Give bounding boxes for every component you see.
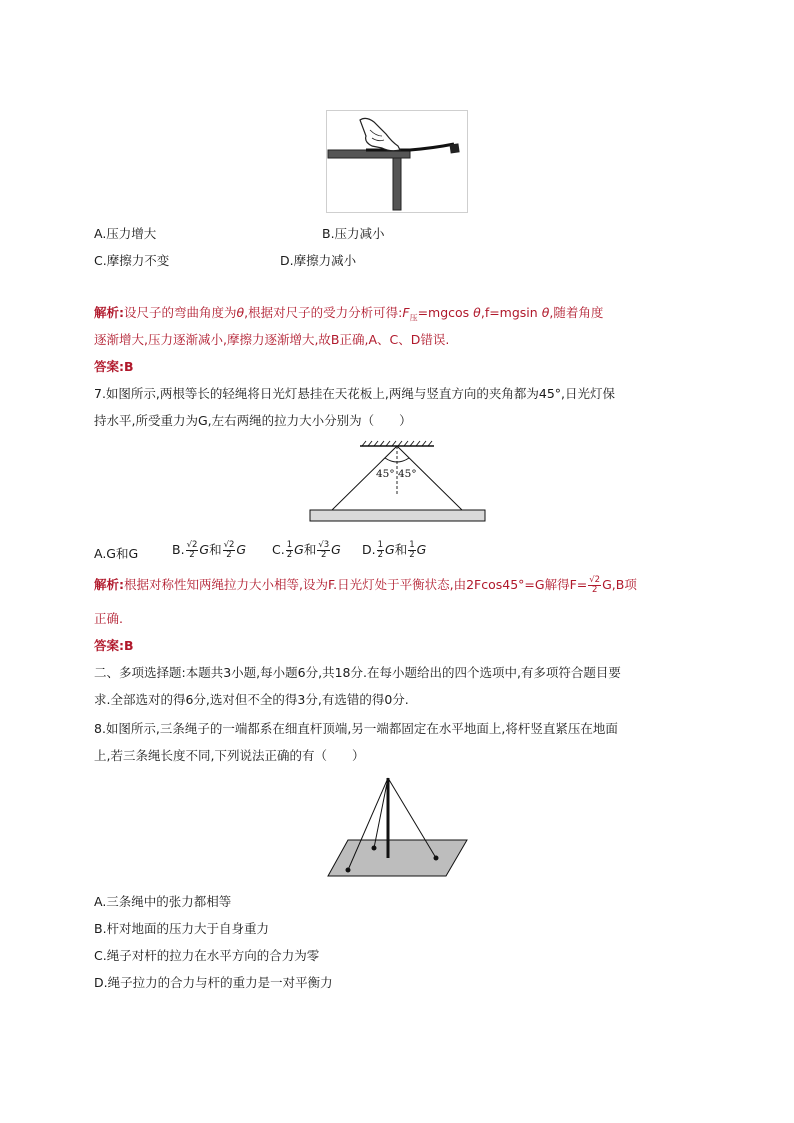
q8-option-d: D.绳子拉力的合力与杆的重力是一对平衡力: [94, 975, 333, 990]
pole-ropes-figure: [326, 772, 468, 882]
q6-answer: 答案:B: [94, 359, 134, 374]
section2-line2: 求.全部选对的得6分,选对但不全的得3分,有选错的得0分.: [94, 692, 409, 707]
angle-label-left: 45°: [376, 468, 395, 480]
q6-analysis-line1: 解析:设尺子的弯曲角度为θ,根据对尺子的受力分析可得$:F_压=mgcos$ θ,f=mgsin θ,随着角度: [94, 305, 604, 323]
angle-label-right: 45°: [398, 468, 417, 480]
q6-option-a: A.压力增大: [94, 226, 157, 241]
q7-option-c: C. $\frac{1}{2}$ G和 $\frac{√3}{2}$ G: [272, 540, 341, 560]
q7-analysis-line2: 正确.: [94, 611, 123, 626]
q7-analysis-line1: 解析:根据对称性知两绳拉力大小相等,设为F.日光灯处于平衡状态,由2Fcos45°=G解得F= $\frac{√2}{2}$ G,B项: [94, 575, 637, 595]
q8-option-b: B.杆对地面的压力大于自身重力: [94, 921, 270, 936]
q7-stem-line1: 7.如图所示,两根等长的轻绳将日光灯悬挂在天花板上,两绳与竖直方向的夹角都为45°,日光灯保: [94, 386, 616, 401]
ruler-table-figure: [326, 110, 468, 214]
q7-answer: 答案:B: [94, 638, 134, 653]
analysis-label: 解析:: [94, 305, 124, 320]
q8-stem-line1: 8.如图所示,三条绳子的一端都系在细直杆顶端,另一端都固定在水平地面上,将杆竖直紧压在地面: [94, 721, 618, 736]
q6-option-c: C.摩擦力不变: [94, 253, 170, 268]
q7-option-b: B. $\frac{√2}{2}$ G和 $\frac{√2}{2}$ G: [172, 540, 247, 560]
lamp-ropes-figure: [308, 440, 488, 526]
q6-option-b: B.压力减小: [322, 226, 385, 241]
q8-stem-line2: 上,若三条绳长度不同,下列说法正确的有（ ）: [94, 748, 365, 763]
q6-option-d: D.摩擦力减小: [280, 253, 357, 268]
q6-analysis-line2: 逐渐增大,压力逐渐减小,摩擦力逐渐增大,故B正确,A、C、D错误.: [94, 332, 450, 347]
q7-option-d: D. $\frac{1}{2}$ G和 $\frac{1}{2}$ G: [362, 540, 427, 560]
q7-option-a: A.G和G: [94, 546, 139, 561]
q7-stem-line2: 持水平,所受重力为G,左右两绳的拉力大小分别为（ ）: [94, 413, 412, 428]
section2-line1: 二、多项选择题:本题共3小题,每小题6分,共18分.在每小题给出的四个选项中,有多项符合题目要: [94, 665, 621, 680]
q8-option-c: C.绳子对杆的拉力在水平方向的合力为零: [94, 948, 320, 963]
q8-option-a: A.三条绳中的张力都相等: [94, 894, 232, 909]
